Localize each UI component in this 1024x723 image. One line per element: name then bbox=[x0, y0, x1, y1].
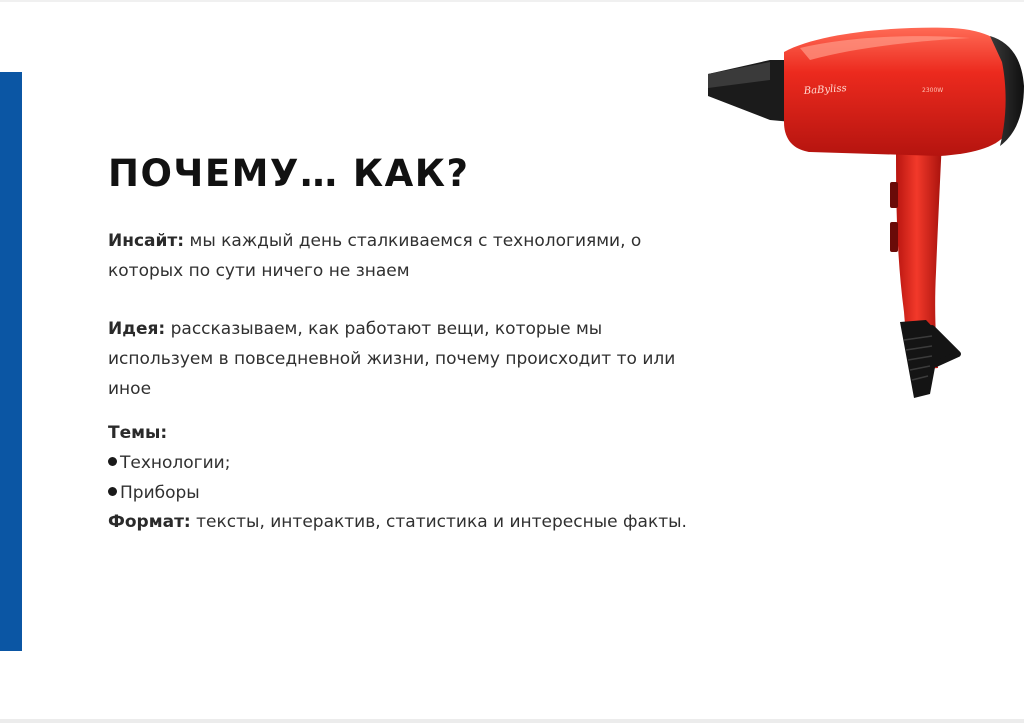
insight-text: мы каждый день сталкиваемся с технологиями, о которых по сути ничего не знаем bbox=[108, 231, 642, 281]
idea-label: Идея: bbox=[108, 319, 166, 339]
idea-paragraph bbox=[108, 314, 683, 404]
dryer-power: 2300W bbox=[922, 87, 944, 94]
topics-heading bbox=[108, 418, 683, 448]
topic-list-item bbox=[108, 448, 683, 478]
slide-title: ПОЧЕМУ… КАК? bbox=[108, 152, 470, 195]
accent-bar bbox=[0, 72, 22, 651]
idea-text: рассказываем, как работают вещи, которые мы используем в повседневной жизни, почему происходит то или иное bbox=[108, 319, 676, 399]
dryer-brand: BaByliss bbox=[803, 83, 848, 97]
topics-label: Темы: bbox=[108, 423, 168, 443]
topic-text: Приборы bbox=[120, 483, 200, 503]
format-paragraph bbox=[108, 507, 748, 537]
hair-dryer-image bbox=[700, 22, 1024, 402]
bullet-icon bbox=[108, 487, 117, 496]
slide-top-border bbox=[0, 0, 1024, 2]
format-label: Формат: bbox=[108, 512, 191, 532]
format-text: тексты, интерактив, статистика и интересные факты. bbox=[190, 512, 687, 532]
topic-list-item bbox=[108, 478, 683, 508]
bullet-icon bbox=[108, 457, 117, 466]
insight-paragraph bbox=[108, 226, 683, 286]
topic-text: Технологии; bbox=[120, 453, 231, 473]
slide-bottom-border bbox=[0, 719, 1024, 723]
insight-label: Инсайт: bbox=[108, 231, 185, 251]
